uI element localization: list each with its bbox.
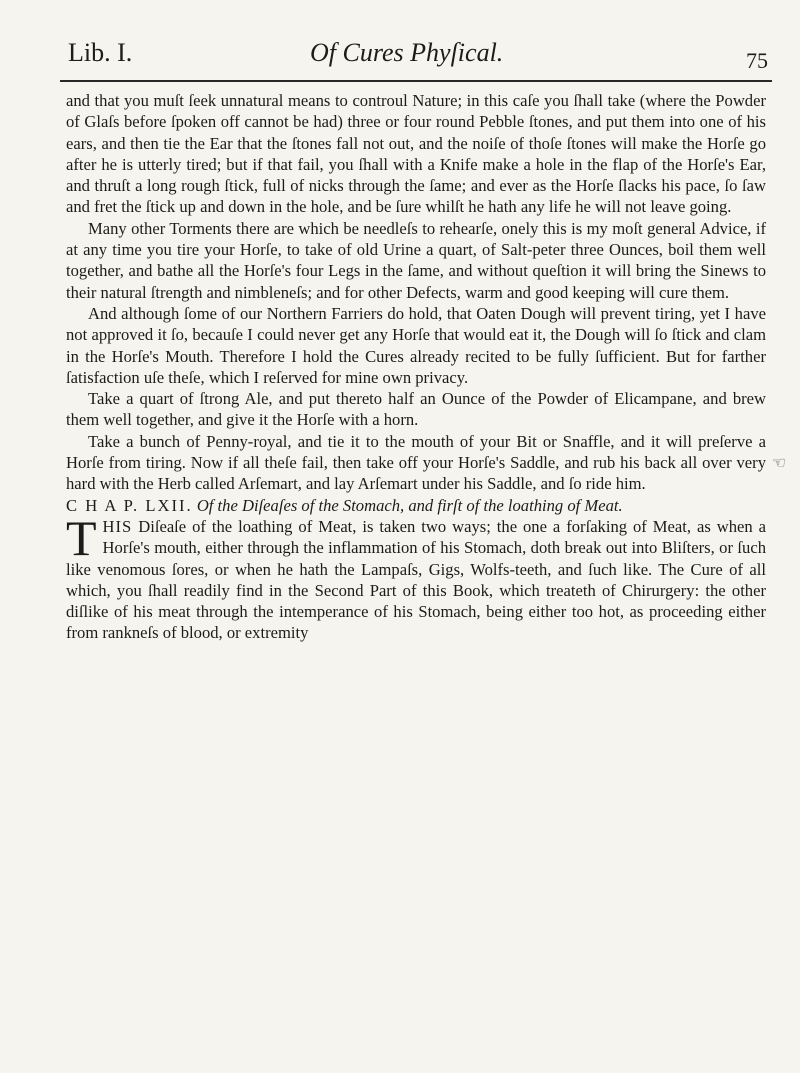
body-text (66, 90, 766, 644)
page-number: 75 (746, 48, 768, 73)
paragraph-5: Take a bunch of Penny-royal, and tie it to the mouth of your Bit or Snaffle, and it will preſerve a Horſe from tiring. Now if all theſe fail, then take off your Horſe's Saddle, and rub his back all over very hard with the Herb called Arſemart, and lay Arſemart under his Saddle, and ſo ride him. (66, 431, 766, 494)
paragraph-1: and that you muſt ſeek unnatural means to controul Nature; in this caſe you ſhall take (where the Powder of Glaſs before ſpoken off cannot be had) three or four round Pebble ſtones, and put them into one of his ears, and then tie the Ear that the ſtones fall not out, and the noiſe of thoſe ſtones will make the Horſe go after he is utterly tired; but if that fail, you ſhall with a Knife make a hole in the flap of the Horſe's Ear, and thruſt a long rough ſtick, full of nicks through the ſame; and ever as the Horſe ſlacks his pace, ſo ſaw and fret the ſtick up and down in the hole, and be ſure whilſt he hath any life he will not leave going. (66, 91, 766, 217)
header-rule (60, 80, 772, 82)
paragraph-3: And although ſome of our Northern Farriers do hold, that Oaten Dough will prevent tiring, yet I have not approved it ſo, becauſe I could never get any Horſe that would eat it, the Dough will ſo ſtick and clam in the Horſe's Mouth. Therefore I hold the Cures already recited to be fully ſufficient. But for farther ſatisfaction uſe theſe, which I reſerved for mine own privacy. (66, 303, 766, 387)
paragraph-4: Take a quart of ſtrong Ale, and put thereto half an Ounce of the Powder of Elicampane, and brew them well together, and give it the Horſe with a horn. (66, 389, 766, 430)
chapter-paragraph-text: Diſeaſe of the loathing of Meat, is taken two ways; the one a forſaking of Meat, as when a Horſe's mouth, either through the inflammation of his Stomach, doth break out into Bliſters, or ſuch like venomous ſores, or when he hath the Lampaſs, Gigs, Wolfs-teeth, and ſuch like. The Cure of all which, you ſhall readily find in the Second Part of this Book, which treateth of Chirurgery: the other diſlike of his meat through the intemperance of his Stomach, being either too hot, as proceeding either from rankneſs of blood, or extremity (66, 516, 766, 643)
running-header (60, 36, 768, 80)
chapter-label: C H A P. LXII. (66, 495, 193, 515)
chapter-title: Of the Diſeaſes of the Stomach, and firſt of the loathing of Meat. (196, 495, 623, 515)
book-number: Lib. I. (68, 38, 133, 67)
chapter-heading (66, 495, 766, 516)
pointing-hand-icon: ☜ (771, 455, 786, 472)
paragraph-2: Many other Torments there are which be needleſs to rehearſe, onely this is my moſt general Advice, if at any time you tire your Horſe, to take of old Urine a quart, of Salt-peter three Ounces, boil them well together, and bathe all the Horſe's four Legs in the ſame, and without queſtion it will bring the Sinews to their natural ſtrength and nimbleneſs; and for other Defects, warm and good keeping will cure them. (66, 218, 766, 302)
drop-cap: T (66, 509, 97, 566)
chapter-paragraph (66, 509, 766, 644)
small-caps-lead: HIS (102, 516, 133, 536)
running-title: Of Cures Phyſical. (310, 38, 504, 67)
